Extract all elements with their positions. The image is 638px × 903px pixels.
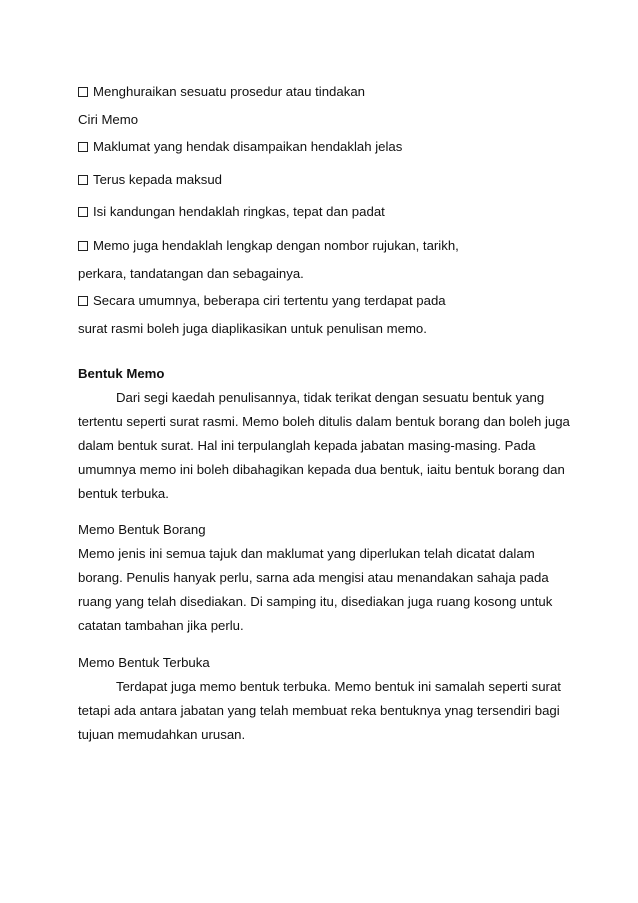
ciri-item-umumnya: Secara umumnya, beberapa ciri tertentu yang terdapat pada	[78, 293, 446, 309]
ciri-item-umumnya-cont: surat rasmi boleh juga diaplikasikan untuk penulisan memo.	[78, 321, 427, 336]
terbuka-heading: Memo Bentuk Terbuka	[78, 655, 210, 670]
terbuka-line: tujuan memudahkan urusan.	[78, 727, 246, 742]
bentuk-line: Dari segi kaedah penulisannya, tidak terikat dengan sesuatu bentuk yang	[116, 390, 545, 405]
checkbox-icon	[78, 87, 88, 97]
borang-line: Memo jenis ini semua tajuk dan maklumat yang diperlukan telah dicatat dalam	[78, 546, 535, 561]
ciri-item-ringkas: Isi kandungan hendaklah ringkas, tepat dan padat	[78, 204, 385, 220]
terbuka-line: Terdapat juga memo bentuk terbuka. Memo bentuk ini samalah seperti surat	[116, 679, 561, 694]
ciri-item-lengkap-cont: perkara, tandatangan dan sebagainya.	[78, 266, 304, 281]
ciri-item-jelas: Maklumat yang hendak disampaikan hendaklah jelas	[78, 139, 402, 155]
bentuk-line: dalam bentuk surat. Hal ini terpulanglah kepada jabatan masing-masing. Pada	[78, 438, 536, 453]
checkbox-icon	[78, 142, 88, 152]
borang-heading: Memo Bentuk Borang	[78, 522, 206, 537]
bullet-prosedur: Menghuraikan sesuatu prosedur atau tindakan	[78, 84, 365, 100]
checkbox-icon	[78, 175, 88, 185]
ciri-memo-heading: Ciri Memo	[78, 112, 139, 127]
bentuk-line: tertentu seperti surat rasmi. Memo boleh ditulis dalam bentuk borang dan boleh juga	[78, 414, 570, 429]
checkbox-icon	[78, 207, 88, 217]
bentuk-memo-heading: Bentuk Memo	[78, 366, 165, 381]
ciri-item-maksud: Terus kepada maksud	[78, 172, 222, 188]
checkbox-icon	[78, 241, 88, 251]
bentuk-line: umumnya memo ini boleh dibahagikan kepada dua bentuk, iaitu bentuk borang dan	[78, 462, 565, 477]
borang-line: catatan tambahan jika perlu.	[78, 618, 244, 633]
terbuka-line: tetapi ada antara jabatan yang telah membuat reka bentuknya ynag tersendiri bagi	[78, 703, 560, 718]
bentuk-line: bentuk terbuka.	[78, 486, 169, 501]
checkbox-icon	[78, 296, 88, 306]
ciri-item-lengkap: Memo juga hendaklah lengkap dengan nombor rujukan, tarikh,	[78, 238, 459, 254]
borang-line: borang. Penulis hanyak perlu, sarna ada mengisi atau menandakan sahaja pada	[78, 570, 549, 585]
borang-line: ruang yang telah disediakan. Di samping itu, disediakan juga ruang kosong untuk	[78, 594, 553, 609]
